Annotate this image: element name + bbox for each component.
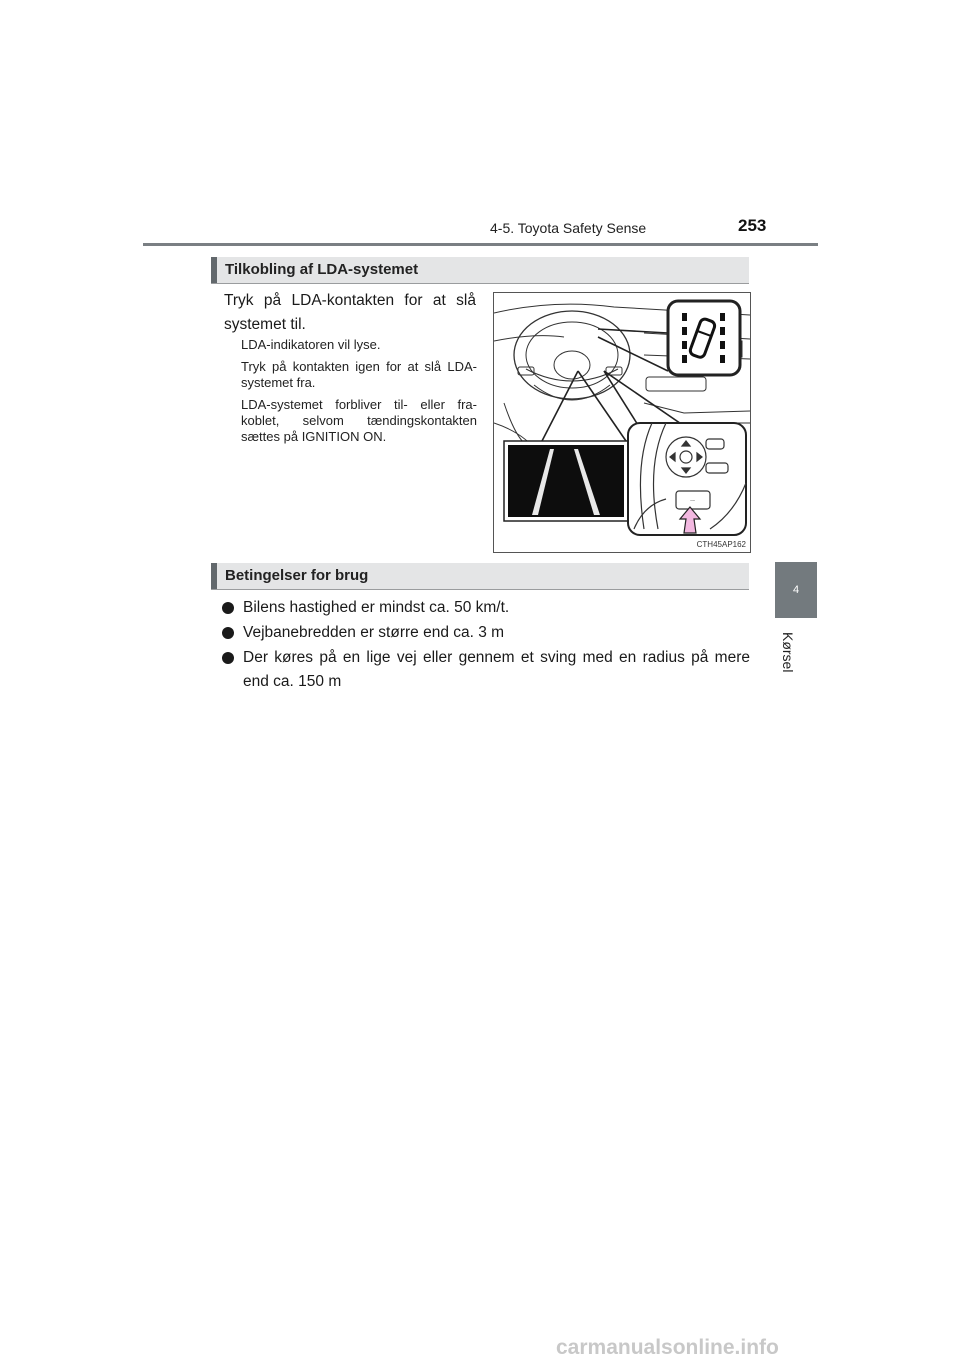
instruction-notes [241, 337, 477, 451]
dashboard-drawing [494, 293, 750, 552]
chapter-title-vertical [780, 632, 812, 692]
section-title: Tilkobling af LDA-systemet [225, 261, 419, 278]
list-item [222, 646, 750, 694]
header-divider [143, 243, 818, 246]
lda-switch-illustration [493, 292, 751, 553]
list-item-text: Der køres på en lige vej eller gennem et sving med en radius på mere end ca. 150 m [243, 649, 750, 690]
figure-code: CTH45AP162 [696, 540, 746, 549]
section-title: Betingelser for brug [225, 567, 369, 584]
list-item-text: Bilens hastighed er mindst ca. 50 km/t. [243, 599, 510, 616]
note-item: Tryk på kontakten igen for at slå LDA-systemet fra. [241, 359, 477, 390]
footer-watermark: carmanualsonline.info [556, 1336, 779, 1359]
instruction-text: Tryk på LDA-kontakten for at slå systemet til. [224, 292, 476, 333]
condition-list [222, 596, 750, 695]
note-item: LDA-systemet forbliver til- eller fra-koblet, selvom tændingskontakten sættes på IGNITION ON. [241, 397, 477, 444]
list-item [222, 621, 750, 645]
section-heading-bar [211, 563, 749, 590]
section-heading-bar [211, 257, 749, 284]
list-item [222, 596, 750, 620]
bullet-icon [222, 602, 234, 614]
section-marker [211, 257, 217, 283]
note-item: LDA-indikatoren vil lyse. [241, 337, 381, 352]
chapter-tab: 4 [775, 562, 817, 618]
page-number: 253 [738, 216, 767, 235]
bullet-icon [222, 627, 234, 639]
chapter-title: Kørsel [780, 632, 796, 673]
section-marker [211, 563, 217, 589]
header-section-title: 4-5. Toyota Safety Sense [490, 220, 647, 236]
svg-text:ㄧ: ㄧ [689, 498, 696, 505]
bullet-icon [222, 652, 234, 664]
list-item-text: Vejbanebredden er større end ca. 3 m [243, 624, 505, 641]
